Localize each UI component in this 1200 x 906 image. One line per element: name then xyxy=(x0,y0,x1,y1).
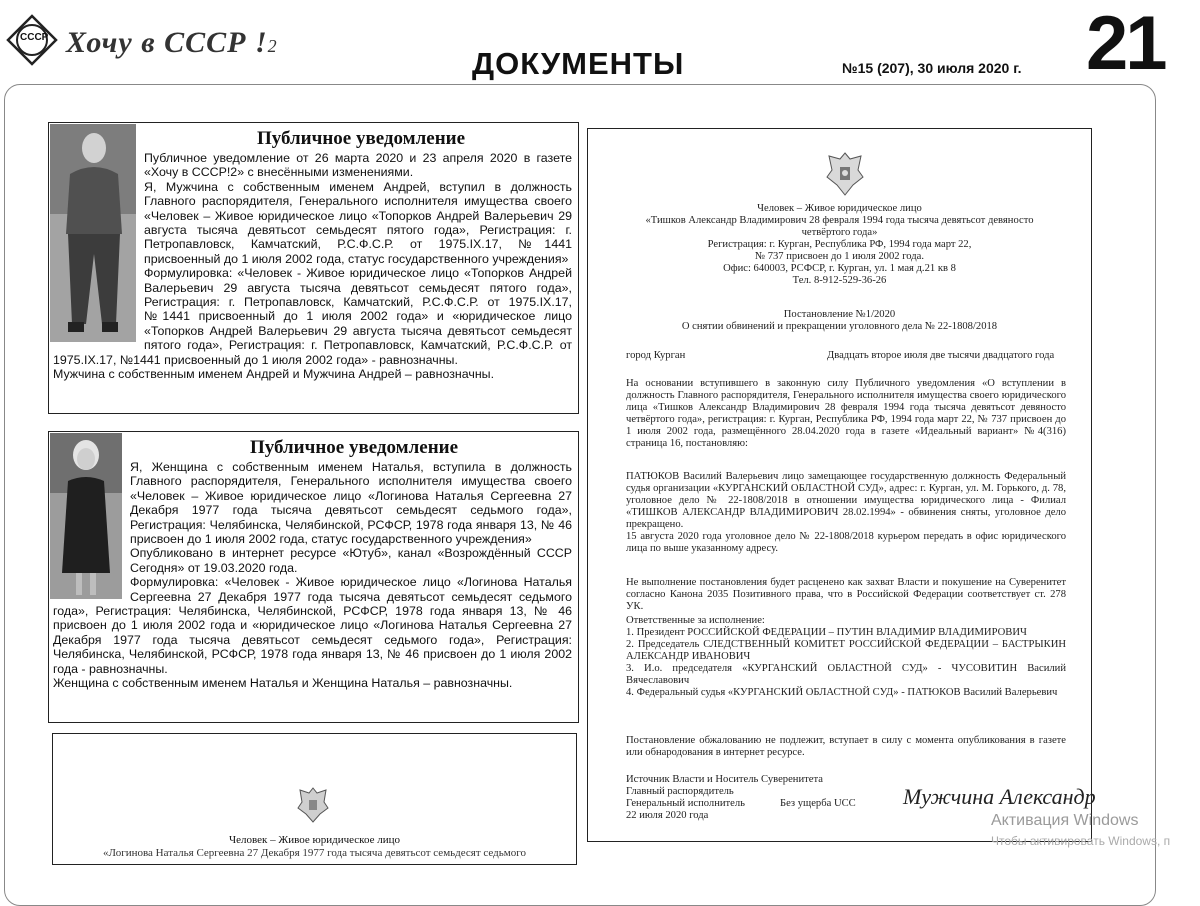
notice-1-paragraph-4: Мужчина с собственным именем Андрей и Мужчина Андрей – равнозначны. xyxy=(53,367,495,382)
signature: Мужчина Александр xyxy=(903,784,1096,809)
ussr-logo xyxy=(6,14,58,66)
russian-emblem-icon xyxy=(825,149,865,197)
page-number: 21 xyxy=(1086,1,1165,86)
notice-2-title: Публичное уведомление xyxy=(249,437,459,458)
partial-doc-heading: Человек – Живое юридическое лицо xyxy=(229,834,400,846)
notice-2-paragraph-1: Я, Женщина с собственным именем Наталья, вступила в должность Главного распорядителя, Генерального исполнителя имущества своего «Человек – Живое юридическое лицо «Логинова Наталья Сергеевна 27 Декабря 1977 года тысяча девятьсот семьдесят седьмого года», Регистрация: Челябинска, Челябинской, РСФСР, 1978 года января 13, № 46 присвоен до 1 июля 2002 года, статус государственного учреждения» xyxy=(130,460,572,547)
doc-responsible: Ответственные за исполнение: 1. Президент РОССИЙСКОЙ ФЕДЕРАЦИИ – ПУТИН ВЛАДИМИР ВЛАДИМИРОВИЧ 2. Председатель СЛЕДСТВЕННЫЙ КОМИТЕТ РОССИЙСКОЙ ФЕДЕРАЦИИ – БАСТРЫКИН АЛЕКСАНДР ИВАНОВИЧ 3. И.о. председателя «КУРГАНСКИЙ ОБЛАСТНОЙ СУД» - ЧУСОВИТИН Василий Вячеславович 4. Федеральный судья «КУРГАНСКИЙ ОБЛАСТНОЙ СУД» - ПАТЮКОВ Василий Валерьевич xyxy=(626,615,1066,698)
woman-photo xyxy=(50,433,122,599)
doc-sign-block: Источник Власти и Носитель Суверенитета Главный распорядитель Генеральный исполнитель 22 июля 2020 года xyxy=(626,774,823,821)
section-title: ДОКУМЕНТЫ xyxy=(472,46,685,81)
russian-emblem-icon xyxy=(296,784,330,824)
notice-2-paragraph-2: Опубликовано в интернет ресурсе «Ютуб», канал «Возрождённый СССР Сегодня» от 19.03.2020 года. xyxy=(130,546,572,575)
doc-header: Человек – Живое юридическое лицо «Тишков Александр Владимирович 28 февраля 1994 года тысяча девятьсот девяносто четвёртого года» Регистрация: г. Курган, Республика РФ, 1994 года март 22, № 737 присвоен до 1 июля 2002 года. Офис: 640003, РСФСР, г. Курган, ул. 1 мая д.21 кв 8 Тел. 8-912-529-36-26 xyxy=(645,203,1034,286)
notice-2-paragraph-4: Женщина с собственным именем Наталья и Женщина Наталья – равнозначны. xyxy=(53,676,513,691)
decree-document xyxy=(587,128,1096,842)
decree-title-block: Постановление №1/2020 О снятии обвинений и прекращении уголовного дела № 22-1808/2018 xyxy=(681,309,998,332)
newspaper-title: Хочу в СССР !2 xyxy=(66,26,278,59)
doc-paragraph-4: Не выполнение постановления будет расценено как захват Власти и покушение на Суверенитет согласно Канона 2035 Позитивного права, что в Российской Федерации соответствует ст. 278 УК. xyxy=(626,577,1066,612)
doc-paragraph-3: 15 августа 2020 года уголовное дело № 22-1808/2018 курьером передать в офис юридического лица по выше указанному адресу. xyxy=(626,531,1066,554)
logo-text: СССР xyxy=(20,32,49,43)
doc-date: Двадцать второе июля две тысячи двадцатого года xyxy=(827,350,1055,361)
document-preview-partial xyxy=(52,733,577,865)
notice-1-paragraph-2: Я, Мужчина с собственным именем Андрей, вступил в должность Главного распорядителя, Генерального исполнителя имущества своего «Человек – Живое юридическое лицо «Топорков Андрей Валерьевич 29 августа тысяча девятьсот семьдесят пятого года», Регистрация: г. Петропавловск, Камчатский, Р.С.Ф.С.Р. от 1975.IX.17, №1441 присвоенный до 1 июля 2002 года, статус государственного учреждения» xyxy=(144,179,572,266)
doc-no-damage: Без ущерба UCC xyxy=(780,798,856,809)
doc-final-note: Постановление обжалованию не подлежит, вступает в силу с момента опубликования в газете или обнародования в интернет ресурсе. xyxy=(626,735,1066,758)
partial-doc-cut-line: «Логинова Наталья Сергеевна 27 Декабря 1977 года тысяча девятьсот семьдесят седьмого xyxy=(103,847,526,859)
doc-paragraph-1: На основании вступившего в законную силу Публичного уведомления «О вступлении в должность Главного распорядителя, Генерального исполнителя имущества своего юридического лица «Тишков Александр Владимирович 28 февраля 1994 года тысяча девятьсот девяносто четвёртого года», регистрация: г. Курган, Республика РФ, 1994 года март 22, № 737 присвоен до 1 июля 2002 года, размещённого 28.04.2020 года в газете «Идеальный вариант» №4(316) страница 16, постановляю: xyxy=(626,378,1066,449)
doc-city: город Курган xyxy=(626,350,686,361)
public-notice-2 xyxy=(48,431,579,723)
windows-activation-hint: Чтобы активировать Windows, п xyxy=(991,834,1171,848)
notice-1-paragraph-3: Формулировка: «Человек - Живое юридическое лицо «Топорков Андрей Валерьевич 29 августа тысяча девятьсот семьдесят пятого года», Регистрация: г. Петропавловск, Камчатский, Р.С.Ф.С.Р. от 1975.IX.17, №1441 присвоенный до 1 июля 2002 года» и «юридическое лицо «Топорков Андрей Валерьевич 29 августа тысяча девятьсот семьдесят пятого года», Регистрация: г. Петропавловск, Камчатский, Р.С.Ф.С.Р. от 1975.IX.17, №1441 присвоенный до 1 июля 2002 года» - равнозначны. xyxy=(53,266,572,367)
issue-info: №15 (207), 30 июля 2020 г. xyxy=(842,60,1022,76)
public-notice-1 xyxy=(48,122,579,414)
windows-activation-watermark: Активация Windows xyxy=(991,812,1139,829)
man-photo xyxy=(50,124,136,342)
notice-1-paragraph-1: Публичное уведомление от 26 марта 2020 и 23 апреля 2020 в газете «Хочу в СССР!2» с внесёнными изменениями. xyxy=(144,151,572,180)
notice-2-paragraph-3: Формулировка: «Человек - Живое юридическое лицо «Логинова Наталья Сергеевна 27 Декабря 1977 года тысяча девятьсот семьдесят седьмого года», Регистрация: Челябинска, Челябинской, РСФСР, 1978 года января 13, № 46 присвоен до 1 июля 2002 года и «юридическое лицо «Логинова Наталья Сергеевна 27 Декабря 1977 года тысяча девятьсот семьдесят седьмого года», Регистрация: Челябинска, Челябинской, РСФСР, 1978 года января 13, № 46 присвоен до 1 июля 2002 года - равнозначны. xyxy=(53,575,572,676)
notice-1-title: Публичное уведомление xyxy=(256,128,466,149)
doc-paragraph-2: ПАТЮКОВ Василий Валерьевич лицо замещающее государственную должность Федеральный судья организации «КУРГАНСКИЙ ОБЛАСТНОЙ СУД», адрес: г. Курган, ул. М. Горького, д. 78, уголовное дело № 22-1808/2018 в отношении имущества юридического лица - Филиал «ТИШКОВ АЛЕКСАНДР ВЛАДИМИРОВИЧ 28.02.1994» - обвинения сняты, уголовное дело прекращено. xyxy=(626,471,1066,530)
